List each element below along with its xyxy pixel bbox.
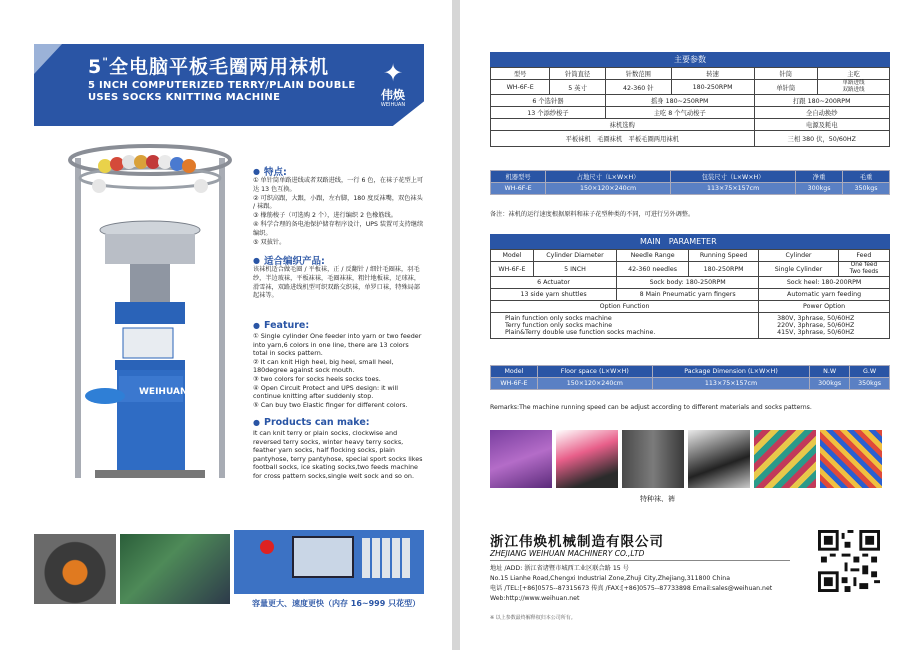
keypad-icon — [362, 538, 412, 578]
table-row: WH-6F-E 5 英寸 42-360 针 180-250RPM 单针筒 单路进线 双路进线 — [491, 80, 890, 95]
list-item: ⑤ Can buy two Elastic finger for different colors. — [253, 400, 408, 409]
list-item: ① Single cylinder One feeder into yarn or two feeder into yarn,6 colors in one line, there are 13 colors total in socks pattern. — [253, 332, 422, 358]
company-name-cn: 浙江伟焕机械制造有限公司 — [490, 534, 664, 550]
bullet-icon: ● — [253, 166, 260, 176]
products-en-heading: ● Products can make: — [253, 417, 370, 428]
cylinder-photo — [34, 534, 116, 604]
sock-photo — [820, 430, 882, 488]
main-params-en-header: MAIN PARAMETER — [490, 234, 890, 249]
params-cn-table — [490, 67, 890, 147]
divider — [490, 560, 790, 561]
list-item: ③ 橡筋梭子（可选购 2 个），进行编织 2 色橡筋线。 — [253, 212, 397, 220]
list-item: ④ Open Circuit Protect and UPS design: it will continue knitting after suddenly stop. — [253, 383, 399, 401]
logo-mark-icon: ✦ — [382, 59, 404, 87]
sock-photo — [490, 430, 552, 488]
caption: 容量更大、速度更快（内存 16~999 只花型） — [252, 599, 421, 608]
products-en-text: It can knit terry or plain socks, clockwise and reversed terry socks, winter heavy terry socks, feather yarn socks, half flocking socks, plain pantyhose, terry pantyhose, special sport socks likes football socks, ice skating socks,two feeds machine for cross pattern socks,single welt sock and so on. — [253, 429, 423, 480]
screen-icon — [292, 536, 354, 578]
table-row: 型号 针筒直径 针数范围 转速 针筒 主吃 — [491, 68, 890, 80]
weihuan-logo: ✦ 伟焕 WEIHUAN — [370, 58, 416, 114]
table-row: WH-6F-E 150×120×240cm 113×75×157cm 300kgs 350kgs — [491, 183, 890, 195]
en-remark: Remarks:The machine running speed can be adjust according to different materials and socks patterns. — [490, 404, 812, 411]
table-row: 13 side yarn shuttles 8 Main Pneumatic yarn fingers Automatic yarn feeding — [491, 289, 890, 301]
products-cn-text: 该袜机适合做毛圈 / 平板袜，正 / 反翻针 / 细针毛圈袜，羽毛纱，半边玻袜，平板袜袜，毛圈袜袜，粗针地板袜，足球袜，滑雪袜，双路进线机型可织双路交织袜，单罗口袜，特殊局部起袜等。 — [253, 266, 421, 300]
features-en-list — [253, 332, 425, 409]
left-page — [0, 0, 452, 650]
right-page — [460, 0, 912, 650]
table-row: Option Function Power Option — [491, 301, 890, 313]
photos-caption: 特种袜、裤 — [640, 495, 675, 503]
features-cn-heading: ● 特点: — [253, 166, 287, 178]
company-name-en: ZHEJIANG WEIHUAN MACHINERY CO.,LTD — [490, 549, 645, 558]
main-params-cn-header: 主要参数 — [490, 52, 890, 67]
features-en-heading: ● Feature: — [253, 320, 310, 331]
params-en-table — [490, 249, 890, 339]
website[interactable]: Web:http://www.weihuan.net — [490, 595, 580, 602]
list-item: ⑤ 双拔针。 — [253, 238, 286, 246]
list-item: ① 单针筒单路进线或者双路进线，一行 6 色，在袜子花型上可达 13 色互换。 — [253, 177, 424, 193]
table-row: 平板袜机 毛圈袜机 平板毛圈两用袜机 三相 380 伏，50/60HZ — [491, 131, 890, 147]
list-item: ④ 科学合理的备电池保护储存程序设计，UPS 装置可支持继续编织。 — [253, 220, 424, 237]
list-item: ② 可织高跟，大跟，小跟，左右脚，180 度反袜嘴，双色袜头 / 袜跟。 — [253, 194, 423, 211]
table-row: WH-6F-E 150×120×240cm 113×75×157cm 300kgs 350kgs — [491, 378, 890, 390]
bullet-icon: ● — [253, 418, 260, 427]
table-row: 13 个添纱梭子 主吃 8 个气动梭子 全自动换纱 — [491, 107, 890, 119]
sock-photo — [754, 430, 816, 488]
footnote: ※ 以上参数最终解释权归本公司所有。 — [490, 615, 576, 621]
contact-info: 电话 /TEL:[+86]0575--87315673 传真 /FAX:[+86]0575--87733898 Email:sales@weihuan.net — [490, 585, 773, 592]
address-en: No.15 Lianhe Road,Chengxi Industrial Zone,Zhuji City,Zhejiang,311800 China — [490, 575, 730, 582]
table-row: Plain function only socks machine Terry function only socks machine Plain&Terry double use function socks machine. 380V, 3phrase, 50/60HZ 220V, 3phrase, 50/60HZ 415V, 3phrase, 50/60HZ — [491, 313, 890, 339]
title-en: 5 INCH COMPUTERIZED TERRY/PLAIN DOUBLE USES SOCKS KNITTING MACHINE — [88, 80, 356, 103]
features-cn-list — [253, 177, 425, 247]
sock-photo — [688, 430, 750, 488]
table-row: WH-6F-E 5 INCH 42-360 needles 180-250RPM Single Cylinder One feed Two feeds — [491, 262, 890, 277]
control-panel-photo — [234, 530, 424, 594]
title-cn: 5"全电脑平板毛圈两用袜机 — [88, 55, 329, 78]
list-item: ② It can knit High heel, big heel, small heel, 180degree against sock mouth. — [253, 357, 394, 375]
emergency-stop-icon — [260, 540, 274, 554]
pantyhose-photo — [622, 430, 684, 488]
dimension-cn-table — [490, 170, 890, 195]
circuit-board-photo — [120, 534, 230, 604]
table-row: 6 个选针器 摇身 180~250RPM 打跟 180~200RPM — [491, 95, 890, 107]
machine-brand: WEIHUAN — [139, 387, 188, 397]
table-row: 袜机选购 电源及耗电 — [491, 119, 890, 131]
list-item: ③ two colors for socks heels socks toes. — [253, 374, 381, 383]
knitting-machine-image — [55, 138, 245, 500]
products-cn-heading: ● 适合编织产品: — [253, 255, 325, 267]
bullet-icon: ● — [253, 255, 260, 265]
table-row: 6 Actuator Sock body: 180-250RPM Sock heel: 180-200RPM — [491, 277, 890, 289]
table-row: Model Cylinder Diameter Needle Range Running Speed Cylinder Feed — [491, 250, 890, 262]
cn-remark: 备注：袜机的运行速度根据原料和袜子花型种类的不同，可进行另外调整。 — [490, 211, 695, 218]
bullet-icon: ● — [253, 321, 260, 330]
table-row: 机器型号 占地尺寸（L×W×H） 包装尺寸（L×W×H） 净重 毛重 — [491, 171, 890, 183]
sock-photo — [556, 430, 618, 488]
qr-code-icon — [818, 530, 880, 592]
table-row: Model Floor space (L×W×H) Package Dimension (L×W×H) N.W G.W — [491, 366, 890, 378]
dimension-en-table — [490, 365, 890, 390]
address-cn: 地址 /ADD: 浙江省诸暨市城西工业区联合路 15 号 — [490, 565, 629, 572]
